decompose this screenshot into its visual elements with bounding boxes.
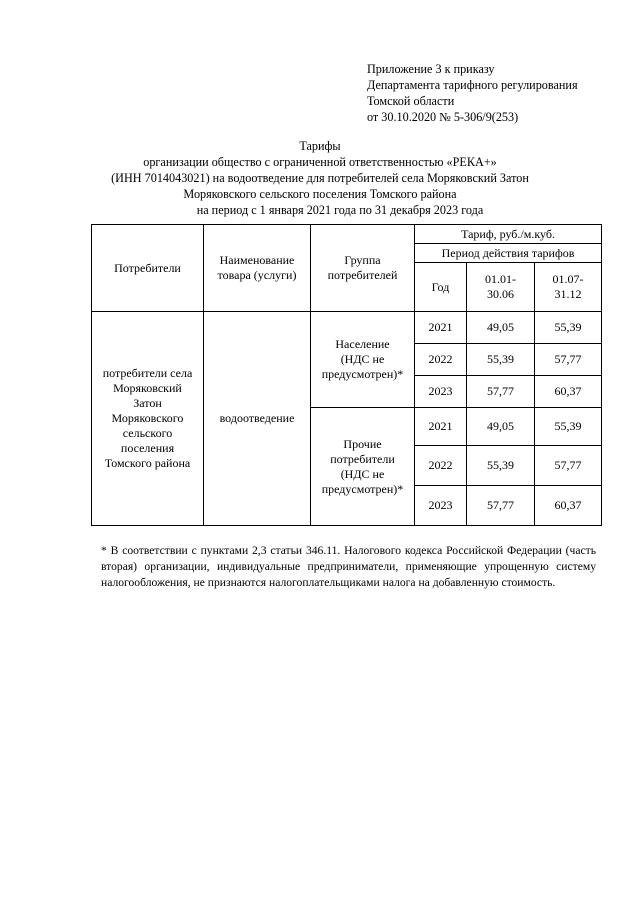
group-cell: Прочие потребители (НДС не предусмотрен)* xyxy=(311,408,415,526)
year-cell: 2023 xyxy=(415,486,467,526)
title-line: организации общество с ограниченной ответственностью «РЕКА+» xyxy=(143,155,497,169)
consumer-cell: потребители села Моряковский Затон Моряковского сельского поселения Томского района xyxy=(92,312,204,526)
document-title xyxy=(100,138,540,218)
tariff-h2-cell: 60,37 xyxy=(535,376,602,408)
tariff-h1-cell: 49,05 xyxy=(467,408,535,446)
appendix-line: от 30.10.2020 № 5-306/9(253) xyxy=(367,110,519,124)
title-line: Тарифы xyxy=(299,139,341,153)
header-group: Группа потребителей xyxy=(311,225,415,312)
year-cell: 2023 xyxy=(415,376,467,408)
tariff-h2-cell: 57,77 xyxy=(535,446,602,486)
year-cell: 2022 xyxy=(415,344,467,376)
group-cell: Население (НДС не предусмотрен)* xyxy=(311,312,415,408)
header-year: Год xyxy=(415,263,467,312)
title-line: на период с 1 января 2021 года по 31 декабря 2023 года xyxy=(196,203,484,217)
product-cell: водоотведение xyxy=(204,312,311,526)
tariff-h2-cell: 55,39 xyxy=(535,312,602,344)
header-product: Наименование товара (услуги) xyxy=(204,225,311,312)
footnote: * В соответствии с пунктами 2,3 статьи 346.11. Налогового кодекса Российской Федерации (часть вторая) организации, индивидуальные предприниматели, применяющие упрощенную систему налогообложения, не признаются налогоплательщиками налога на добавленную стоимость. xyxy=(101,544,596,589)
tariff-h1-cell: 57,77 xyxy=(467,486,535,526)
year-cell: 2021 xyxy=(415,312,467,344)
tariff-h1-cell: 49,05 xyxy=(467,312,535,344)
title-line: (ИНН 7014043021) на водоотведение для потребителей села Моряковский Затон xyxy=(111,171,529,185)
header-half1: 01.01- 30.06 xyxy=(467,263,535,312)
tariff-h2-cell: 55,39 xyxy=(535,408,602,446)
tariff-h2-cell: 60,37 xyxy=(535,486,602,526)
tariff-h2-cell: 57,77 xyxy=(535,344,602,376)
header-tariff: Тариф, руб./м.куб. xyxy=(415,225,602,244)
appendix-line: Приложение 3 к приказу xyxy=(367,62,495,76)
header-half2: 01.07- 31.12 xyxy=(535,263,602,312)
tariff-h1-cell: 57,77 xyxy=(467,376,535,408)
header-period: Период действия тарифов xyxy=(415,244,602,263)
tariff-h1-cell: 55,39 xyxy=(467,344,535,376)
appendix-line: Томской области xyxy=(367,94,455,108)
tariff-table xyxy=(91,224,602,526)
year-cell: 2021 xyxy=(415,408,467,446)
appendix-header xyxy=(367,61,578,125)
header-consumers: Потребители xyxy=(92,225,204,312)
title-line: Моряковского сельского поселения Томского района xyxy=(183,187,457,201)
year-cell: 2022 xyxy=(415,446,467,486)
appendix-line: Департамента тарифного регулирования xyxy=(367,78,578,92)
tariff-h1-cell: 55,39 xyxy=(467,446,535,486)
